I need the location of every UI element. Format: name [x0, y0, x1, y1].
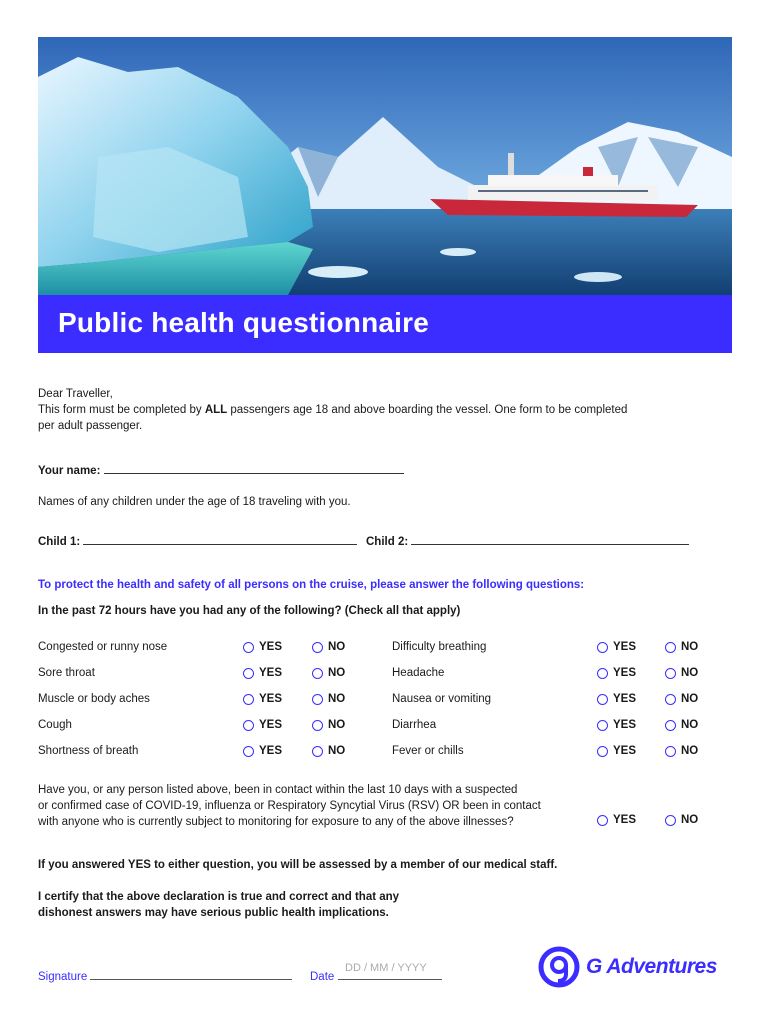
symptom-label: Cough [38, 719, 72, 731]
yes-option[interactable] [243, 641, 282, 653]
child-2-label: Child 2: [366, 536, 409, 548]
no-option[interactable] [312, 745, 345, 757]
child-1-field [38, 533, 357, 550]
contact-question-line-1: Have you, or any person listed above, been in contact within the last 10 days with a suspected [38, 784, 518, 796]
date-label: Date [310, 971, 335, 983]
radio-yes[interactable] [243, 694, 254, 705]
radio-no[interactable] [312, 668, 323, 679]
signature-field [38, 968, 292, 983]
symptom-label: Shortness of breath [38, 745, 139, 757]
intro-line-1-post: passengers age 18 and above boarding the vessel. One form to be completed [227, 404, 628, 416]
radio-no[interactable] [312, 746, 323, 757]
yes-option[interactable] [597, 745, 636, 757]
no-label: NO [328, 667, 346, 679]
yes-label: YES [613, 693, 637, 705]
no-option[interactable] [312, 719, 345, 731]
yes-label: YES [613, 719, 637, 731]
symptom-label: Fever or chills [392, 745, 464, 757]
intro-line-1-pre: This form must be completed by [38, 404, 205, 416]
radio-no[interactable] [312, 642, 323, 653]
yes-label: YES [259, 745, 283, 757]
symptom-label: Muscle or body aches [38, 693, 150, 705]
yes-option[interactable] [243, 693, 282, 705]
radio-yes[interactable] [243, 720, 254, 731]
your-name-field [38, 462, 404, 479]
yes-option[interactable] [243, 719, 282, 731]
brand-name: G Adventures [586, 955, 717, 978]
symptom-label: Headache [392, 667, 445, 679]
no-option[interactable] [665, 667, 698, 679]
radio-no[interactable] [665, 746, 676, 757]
no-label: NO [328, 745, 346, 757]
radio-no[interactable] [665, 815, 676, 826]
radio-yes[interactable] [597, 720, 608, 731]
yes-label: YES [259, 667, 283, 679]
yes-option[interactable] [243, 745, 282, 757]
radio-yes[interactable] [597, 694, 608, 705]
radio-yes[interactable] [597, 642, 608, 653]
past-72-heading: In the past 72 hours have you had any of the following? (Check all that apply) [38, 605, 461, 617]
no-label: NO [681, 814, 699, 826]
assessed-note: If you answered YES to either question, you will be assessed by a member of our medical staff. [38, 859, 558, 871]
no-label: NO [681, 641, 699, 653]
contact-question-line-2: or confirmed case of COVID-19, influenza or Respiratory Syncytial Virus (RSV) OR been in contact [38, 800, 541, 812]
yes-label: YES [613, 745, 637, 757]
no-label: NO [328, 693, 346, 705]
no-label: NO [328, 641, 346, 653]
yes-label: YES [613, 814, 637, 826]
your-name-input[interactable] [104, 462, 404, 474]
yes-option[interactable] [597, 667, 636, 679]
yes-label: YES [259, 693, 283, 705]
radio-yes[interactable] [243, 668, 254, 679]
child-2-field [366, 533, 689, 550]
no-option[interactable] [665, 719, 698, 731]
no-option[interactable] [665, 693, 698, 705]
radio-no[interactable] [665, 642, 676, 653]
g-adventures-logo-icon [538, 946, 580, 988]
yes-option[interactable] [597, 693, 636, 705]
intro-line-1 [38, 402, 627, 418]
radio-no[interactable] [312, 694, 323, 705]
radio-no[interactable] [665, 668, 676, 679]
child-1-input[interactable] [83, 533, 357, 545]
contact-yes-option[interactable] [597, 814, 636, 826]
page-title: Public health questionnaire [58, 307, 430, 338]
radio-no[interactable] [312, 720, 323, 731]
intro-line-2: per adult passenger. [38, 420, 143, 432]
signature-label: Signature [38, 971, 88, 983]
yes-label: YES [259, 719, 283, 731]
yes-option[interactable] [597, 719, 636, 731]
no-option[interactable] [312, 667, 345, 679]
child-1-label: Child 1: [38, 536, 81, 548]
brand-logo [538, 945, 734, 989]
title-band [38, 295, 732, 353]
certify-line-1: I certify that the above declaration is true and correct and that any [38, 891, 400, 903]
symptom-label: Difficulty breathing [392, 641, 487, 653]
yes-option[interactable] [597, 641, 636, 653]
no-option[interactable] [312, 693, 345, 705]
radio-yes[interactable] [243, 642, 254, 653]
radio-yes[interactable] [243, 746, 254, 757]
hero-image [38, 37, 732, 295]
no-option[interactable] [665, 641, 698, 653]
yes-label: YES [259, 641, 283, 653]
certify-line-2: dishonest answers may have serious public health implications. [38, 907, 389, 919]
no-label: NO [681, 667, 699, 679]
radio-yes[interactable] [597, 668, 608, 679]
no-label: NO [681, 719, 699, 731]
no-option[interactable] [665, 745, 698, 757]
contact-no-option[interactable] [665, 814, 698, 826]
symptom-label: Nausea or vomiting [392, 693, 492, 705]
radio-no[interactable] [665, 720, 676, 731]
no-label: NO [328, 719, 346, 731]
greeting: Dear Traveller, [38, 388, 113, 400]
protect-heading: To protect the health and safety of all persons on the cruise, please answer the following questions: [38, 579, 585, 591]
children-note: Names of any children under the age of 18 traveling with you. [38, 496, 351, 508]
yes-label: YES [613, 641, 637, 653]
yes-label: YES [613, 667, 637, 679]
signature-input[interactable] [90, 968, 292, 980]
date-placeholder: DD / MM / YYYY [345, 962, 427, 974]
radio-yes[interactable] [597, 746, 608, 757]
no-label: NO [681, 745, 699, 757]
no-label: NO [681, 693, 699, 705]
intro-line-1-bold: ALL [204, 404, 228, 416]
no-option[interactable] [312, 641, 345, 653]
symptom-label: Diarrhea [392, 719, 437, 731]
your-name-label: Your name: [38, 465, 101, 477]
symptom-label: Congested or runny nose [38, 641, 168, 653]
contact-question-line-3: with anyone who is currently subject to monitoring for exposure to any of the above illnesses? [38, 816, 514, 828]
radio-no[interactable] [665, 694, 676, 705]
child-2-input[interactable] [411, 533, 689, 545]
yes-option[interactable] [243, 667, 282, 679]
radio-yes[interactable] [597, 815, 608, 826]
symptom-label: Sore throat [38, 667, 95, 679]
